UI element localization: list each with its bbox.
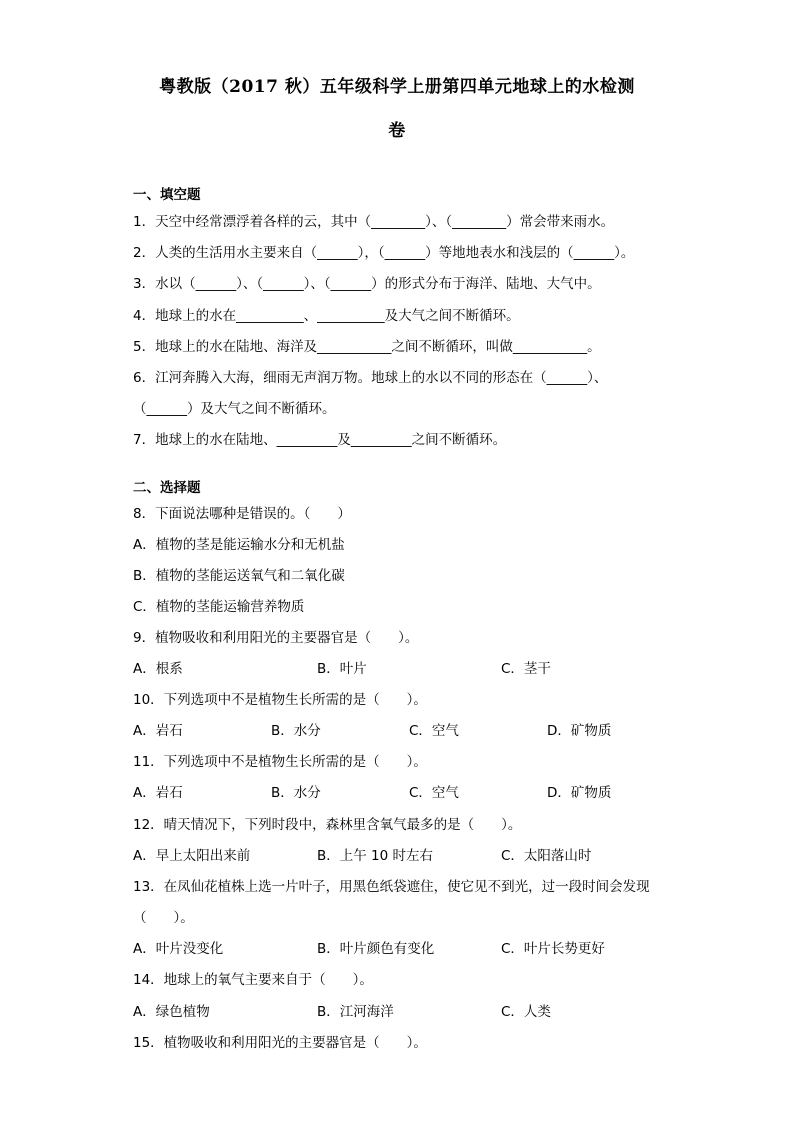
- q14-option-c: C．人类: [501, 1004, 551, 1020]
- page-title-continued: 卷: [388, 121, 406, 141]
- q10-option-c: C．空气: [409, 723, 459, 739]
- question-4: 4．地球上的水在__________、__________及大气之间不断循环。: [133, 308, 520, 324]
- question-13: 13．在凤仙花植株上选一片叶子，用黑色纸袋遮住，使它见不到光，过一段时间会发现: [133, 879, 650, 895]
- q8-option-b: B．植物的茎能运送氧气和二氧化碳: [133, 568, 345, 584]
- question-13-continued: （ ）。: [133, 910, 194, 926]
- question-12: 12．晴天情况下，下列时段中，森林里含氧气最多的是（ ）。: [133, 817, 522, 833]
- q10-option-b: B．水分: [271, 723, 321, 739]
- question-8: 8．下面说法哪种是错误的。（ ）: [133, 506, 351, 522]
- q13-option-b: B．叶片颜色有变化: [317, 941, 435, 957]
- page-title: 粤教版（2017 秋）五年级科学上册第四单元地球上的水检测: [159, 77, 635, 97]
- question-6: 6．江河奔腾入大海，细雨无声润万物。地球上的水以不同的形态在（______）、: [133, 370, 608, 386]
- q10-option-d: D．矿物质: [547, 723, 612, 739]
- question-9: 9．植物吸收和利用阳光的主要器官是（ ）。: [133, 630, 419, 646]
- question-2: 2．人类的生活用水主要来自（______），（______）等地地表水和浅层的（______）。: [133, 245, 635, 261]
- q8-option-c: C．植物的茎能运输营养物质: [133, 599, 305, 615]
- q11-option-a: A．岩石: [133, 785, 183, 801]
- section-heading-fill: 一、填空题: [133, 187, 201, 203]
- section-heading-choice: 二、选择题: [133, 480, 201, 496]
- q12-option-c: C．太阳落山时: [501, 848, 592, 864]
- question-7: 7．地球上的水在陆地、_________及_________之间不断循环。: [133, 432, 507, 448]
- question-11: 11．下列选项中不是植物生长所需的是（ ）。: [133, 754, 427, 770]
- q9-option-a: A．根系: [133, 661, 183, 677]
- q13-option-c: C．叶片长势更好: [501, 941, 605, 957]
- question-3: 3．水以（______）、（______）、（______）的形式分布于海洋、陆地、大气中。: [133, 276, 601, 292]
- question-6-continued: （______）及大气之间不断循环。: [133, 401, 336, 417]
- q8-option-a: A．植物的茎是能运输水分和无机盐: [133, 537, 345, 553]
- q13-option-a: A．叶片没变化: [133, 941, 224, 957]
- q9-option-c: C．茎干: [501, 661, 551, 677]
- q12-option-b: B．上午 10 时左右: [317, 848, 434, 864]
- q11-option-c: C．空气: [409, 785, 459, 801]
- question-1: 1．天空中经常漂浮着各样的云，其中（________）、（________）常会带来雨水。: [133, 214, 615, 230]
- q9-option-b: B．叶片: [317, 661, 367, 677]
- q10-option-a: A．岩石: [133, 723, 183, 739]
- q11-option-d: D．矿物质: [547, 785, 612, 801]
- q12-option-a: A．早上太阳出来前: [133, 848, 251, 864]
- q14-option-a: A．绿色植物: [133, 1004, 210, 1020]
- question-14: 14．地球上的氧气主要来自于（ ）。: [133, 972, 373, 988]
- question-5: 5．地球上的水在陆地、海洋及___________之间不断循环，叫做___________。: [133, 339, 601, 355]
- question-10: 10．下列选项中不是植物生长所需的是（ ）。: [133, 692, 427, 708]
- q11-option-b: B．水分: [271, 785, 321, 801]
- q14-option-b: B．江河海洋: [317, 1004, 394, 1020]
- question-15: 15．植物吸收和利用阳光的主要器官是（ ）。: [133, 1035, 427, 1051]
